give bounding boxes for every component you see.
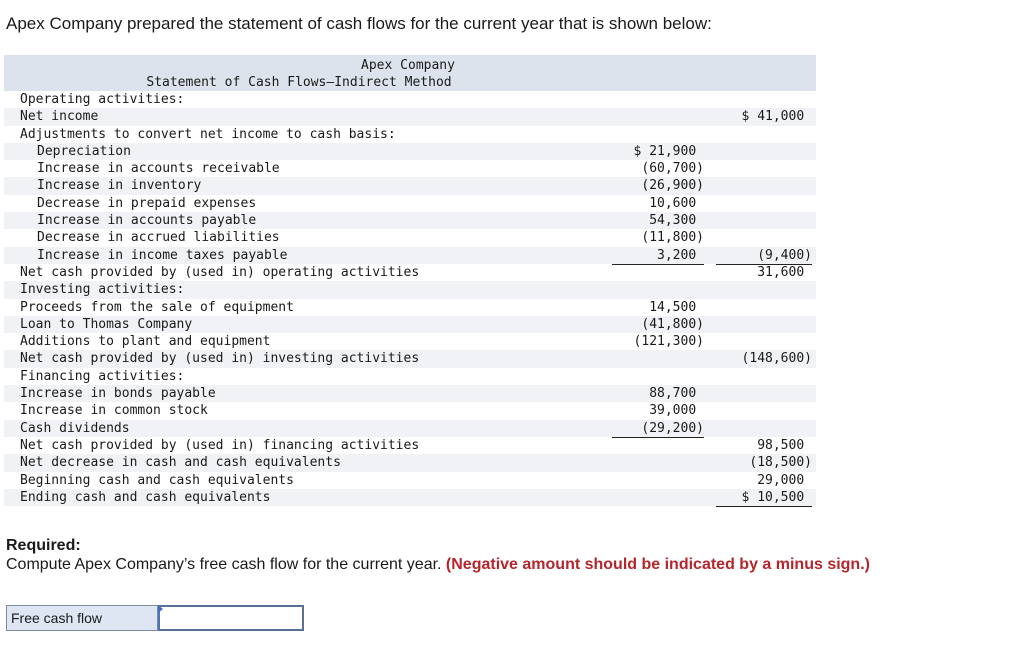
statement-row (4, 368, 816, 385)
statement-row (4, 177, 816, 194)
statement-rows (4, 91, 816, 506)
required-text: Compute Apex Company’s free cash flow for the current year. (6, 556, 446, 573)
row-amount-total: $ 10,500 (716, 489, 812, 507)
row-amount-detail: 14,500 (649, 299, 704, 315)
row-amount-total: (9,400) (716, 247, 812, 265)
cash-flow-statement (4, 55, 816, 506)
statement-row (4, 160, 816, 177)
free-cash-flow-label: Free cash flow (6, 605, 158, 631)
statement-row (4, 126, 816, 143)
statement-row (4, 350, 816, 367)
statement-row (4, 420, 816, 437)
row-amount-total: (148,600) (741, 351, 812, 367)
input-marker-icon (158, 605, 163, 613)
row-label: Cash dividends (20, 420, 130, 436)
row-label: Beginning cash and cash equivalents (20, 472, 294, 488)
statement-row (4, 91, 816, 108)
row-label: Net cash provided by (used in) investing activities (20, 351, 420, 367)
statement-row (4, 333, 816, 350)
row-label: Investing activities: (20, 282, 185, 298)
row-label: Operating activities: (20, 92, 185, 107)
statement-row (4, 454, 816, 471)
answer-row (6, 605, 304, 631)
statement-title: Statement of Cash Flows—Indirect Method (146, 75, 452, 90)
statement-row (4, 212, 816, 229)
row-label: Increase in accounts payable (37, 213, 257, 229)
row-label: Ending cash and cash equivalents (20, 489, 271, 505)
row-amount-detail: (11,800) (641, 230, 704, 246)
statement-row (4, 195, 816, 212)
row-amount-total: $ 41,000 (741, 109, 812, 125)
free-cash-flow-input[interactable] (158, 605, 304, 631)
row-label: Additions to plant and equipment (20, 334, 271, 350)
statement-row (4, 385, 816, 402)
row-amount-detail: 54,300 (649, 213, 704, 229)
required-text-line (6, 556, 870, 574)
company-name: Apex Company (361, 58, 455, 73)
row-label: Net income (20, 109, 99, 125)
row-amount-detail: (26,900) (641, 178, 704, 194)
row-label: Increase in accounts receivable (37, 161, 280, 177)
row-label: Net cash provided by (used in) financing activities (20, 437, 420, 453)
row-label: Increase in income taxes payable (37, 247, 288, 263)
row-amount-total: 29,000 (716, 472, 812, 490)
row-label: Increase in common stock (20, 403, 208, 419)
statement-row (4, 281, 816, 298)
statement-row (4, 108, 816, 125)
statement-row (4, 247, 816, 264)
row-label: Increase in bonds payable (20, 386, 216, 402)
row-amount-detail: (41,800) (641, 316, 704, 332)
question-intro: Apex Company prepared the statement of cash flows for the current year that is shown below: (6, 14, 712, 33)
row-amount-detail: 88,700 (649, 386, 704, 402)
row-amount-detail: (29,200) (612, 420, 704, 438)
row-label: Increase in inventory (37, 178, 202, 194)
row-label: Loan to Thomas Company (20, 316, 193, 332)
row-amount-detail: $ 21,900 (633, 143, 704, 159)
row-amount-total: (18,500) (749, 455, 812, 471)
row-label: Adjustments to convert net income to cash basis: (20, 126, 396, 142)
row-amount-total: 31,600 (757, 264, 812, 280)
row-label: Depreciation (37, 143, 131, 159)
row-amount-detail: (121,300) (612, 333, 704, 351)
statement-row (4, 143, 816, 160)
row-label: Financing activities: (20, 368, 185, 384)
statement-row (4, 489, 816, 506)
statement-row (4, 402, 816, 419)
required-heading: Required: (6, 537, 81, 554)
required-note: (Negative amount should be indicated by a minus sign.) (445, 556, 870, 573)
row-amount-detail: 39,000 (649, 403, 704, 419)
statement-row (4, 316, 816, 333)
statement-row (4, 472, 816, 489)
statement-row (4, 229, 816, 246)
statement-row (4, 299, 816, 316)
row-label: Net cash provided by (used in) operating activities (20, 264, 420, 280)
row-label: Proceeds from the sale of equipment (20, 299, 294, 315)
row-label: Decrease in accrued liabilities (37, 230, 280, 246)
required-section (6, 537, 870, 574)
statement-row (4, 437, 816, 454)
row-label: Net decrease in cash and cash equivalents (20, 455, 341, 471)
row-amount-total: 98,500 (757, 437, 812, 453)
statement-header (4, 55, 816, 91)
statement-row (4, 264, 816, 281)
row-label: Decrease in prepaid expenses (37, 195, 257, 211)
row-amount-detail: (60,700) (641, 161, 704, 177)
row-amount-detail: 10,600 (649, 195, 704, 211)
row-amount-detail: 3,200 (612, 247, 704, 265)
